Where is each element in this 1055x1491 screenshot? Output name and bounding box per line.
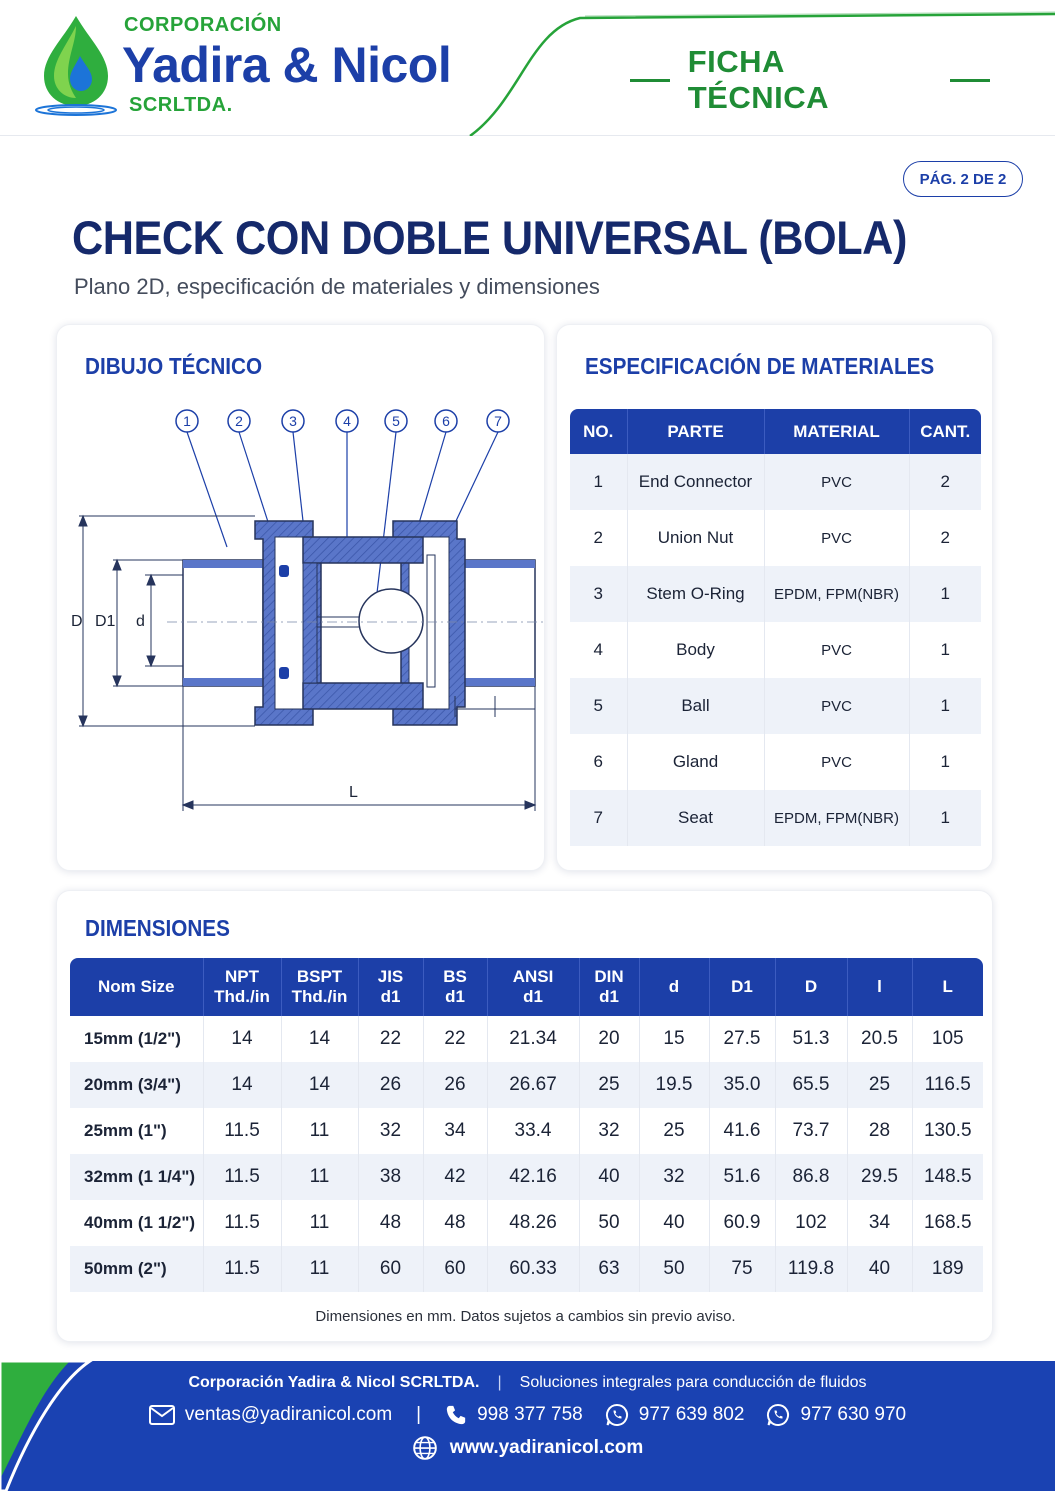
valve-technical-drawing xyxy=(57,325,546,872)
table-cell: 25 xyxy=(579,1062,639,1108)
col-header-line: Nom Size xyxy=(97,977,175,996)
cell-qty: 1 xyxy=(909,622,981,678)
table-cell: 34 xyxy=(423,1108,487,1154)
col-header-line: BSPT xyxy=(296,967,343,986)
cell-material: PVC xyxy=(764,454,909,510)
table-cell: 48 xyxy=(358,1200,423,1246)
table-cell: 51.6 xyxy=(709,1154,775,1200)
table-cell: 40 xyxy=(639,1200,709,1246)
table-cell: 11.5 xyxy=(203,1246,281,1292)
table-cell: 28 xyxy=(847,1108,912,1154)
col-header-line: d1 xyxy=(599,987,619,1006)
cell-nominal-size: 32mm (1 1/4") xyxy=(70,1154,203,1200)
table-cell: 29.5 xyxy=(847,1154,912,1200)
table-cell: 33.4 xyxy=(487,1108,579,1154)
table-cell: 42 xyxy=(423,1154,487,1200)
col-header-line: d1 xyxy=(523,987,543,1006)
table-row xyxy=(70,1200,983,1246)
svg-text:1: 1 xyxy=(183,413,191,429)
footer-whatsapp-1[interactable] xyxy=(605,1403,745,1427)
table-cell: 20 xyxy=(579,1016,639,1062)
col-header xyxy=(775,958,847,1016)
cell-no: 7 xyxy=(570,790,627,846)
technical-drawing-card xyxy=(56,324,545,871)
svg-text:2: 2 xyxy=(235,413,243,429)
globe-icon xyxy=(412,1435,438,1461)
dash-decoration xyxy=(950,79,990,82)
footer-website-text[interactable]: www.yadiranicol.com xyxy=(449,1437,644,1458)
col-header-line: Thd./in xyxy=(214,987,270,1006)
cell-no: 4 xyxy=(570,622,627,678)
dimensions-title: DIMENSIONES xyxy=(85,915,230,941)
col-header-line: d1 xyxy=(380,987,401,1006)
cell-material: PVC xyxy=(764,510,909,566)
table-cell: 19.5 xyxy=(639,1062,709,1108)
footer xyxy=(0,1361,1055,1491)
svg-text:7: 7 xyxy=(494,413,502,429)
materials-title: ESPECIFICACIÓN DE MATERIALES xyxy=(585,353,935,379)
table-cell: 63 xyxy=(579,1246,639,1292)
cell-nominal-size: 20mm (3/4") xyxy=(70,1062,203,1108)
cell-no: 2 xyxy=(570,510,627,566)
footer-email[interactable] xyxy=(149,1404,392,1426)
table-cell: 48 xyxy=(423,1200,487,1246)
table-cell: 22 xyxy=(358,1016,423,1062)
table-cell: 27.5 xyxy=(709,1016,775,1062)
cell-material: PVC xyxy=(764,678,909,734)
materials-table xyxy=(570,409,981,846)
cell-material: PVC xyxy=(764,622,909,678)
footer-tagline-line xyxy=(0,1374,1055,1392)
cell-no: 5 xyxy=(570,678,627,734)
table-cell: 50 xyxy=(639,1246,709,1292)
callout-2 xyxy=(228,410,250,432)
table-cell: 21.34 xyxy=(487,1016,579,1062)
table-cell: 168.5 xyxy=(912,1200,983,1246)
mail-icon xyxy=(149,1405,175,1425)
table-cell: 20.5 xyxy=(847,1016,912,1062)
col-header-line: DIN xyxy=(594,967,624,986)
whatsapp-icon xyxy=(605,1403,629,1427)
table-cell: 34 xyxy=(847,1200,912,1246)
cell-part: Body xyxy=(627,622,764,678)
col-header-line: l xyxy=(877,977,882,996)
cell-no: 6 xyxy=(570,734,627,790)
col-header xyxy=(487,958,579,1016)
table-cell: 65.5 xyxy=(775,1062,847,1108)
table-row xyxy=(570,790,981,846)
col-header-line: d xyxy=(668,977,680,996)
cell-qty: 2 xyxy=(909,510,981,566)
col-header-no: NO. xyxy=(570,409,627,454)
col-header xyxy=(639,958,709,1016)
callout-markers xyxy=(176,410,509,432)
table-cell: 40 xyxy=(847,1246,912,1292)
table-cell: 48.26 xyxy=(487,1200,579,1246)
cell-no: 1 xyxy=(570,454,627,510)
table-cell: 35.0 xyxy=(709,1062,775,1108)
table-cell: 41.6 xyxy=(709,1108,775,1154)
callout-5 xyxy=(385,410,407,432)
table-cell: 14 xyxy=(281,1016,358,1062)
table-cell: 14 xyxy=(281,1062,358,1108)
dim-label-d: d xyxy=(136,613,145,630)
table-cell: 11.5 xyxy=(203,1200,281,1246)
table-row xyxy=(70,1016,983,1062)
table-cell: 26 xyxy=(423,1062,487,1108)
valve-section-view xyxy=(167,521,545,725)
footer-tagline: Soluciones integrales para conducción de fluidos xyxy=(519,1374,867,1391)
col-header xyxy=(847,958,912,1016)
cell-qty: 2 xyxy=(909,454,981,510)
table-cell: 11.5 xyxy=(203,1108,281,1154)
page-title: CHECK CON DOBLE UNIVERSAL (BOLA) xyxy=(72,211,907,264)
dimensions-card xyxy=(56,890,993,1342)
table-cell: 42.16 xyxy=(487,1154,579,1200)
cell-material: EPDM, FPM(NBR) xyxy=(764,566,909,622)
footer-whatsapp-2-text[interactable]: 977 630 970 xyxy=(800,1404,907,1425)
table-cell: 116.5 xyxy=(912,1062,983,1108)
table-cell: 32 xyxy=(639,1154,709,1200)
table-cell: 11 xyxy=(281,1246,358,1292)
dim-label-L: L xyxy=(349,784,358,801)
cell-qty: 1 xyxy=(909,790,981,846)
table-cell: 11.5 xyxy=(203,1154,281,1200)
footer-whatsapp-2[interactable] xyxy=(766,1403,906,1427)
footer-contact-line xyxy=(0,1403,1055,1427)
section-label-text: FICHA TÉCNICA xyxy=(687,44,829,115)
table-cell: 25 xyxy=(847,1062,912,1108)
cell-nominal-size: 15mm (1/2") xyxy=(70,1016,203,1062)
col-header xyxy=(203,958,281,1016)
footer-email-text[interactable]: ventas@yadiranicol.com xyxy=(184,1404,393,1425)
cell-qty: 1 xyxy=(909,678,981,734)
table-row xyxy=(570,678,981,734)
svg-text:3: 3 xyxy=(289,413,297,429)
table-cell: 26 xyxy=(358,1062,423,1108)
callout-1 xyxy=(176,410,198,432)
table-cell: 14 xyxy=(203,1062,281,1108)
cell-material: EPDM, FPM(NBR) xyxy=(764,790,909,846)
cell-qty: 1 xyxy=(909,734,981,790)
whatsapp-icon xyxy=(766,1403,790,1427)
cell-no: 3 xyxy=(570,566,627,622)
table-cell: 86.8 xyxy=(775,1154,847,1200)
phone-icon xyxy=(445,1404,467,1426)
table-cell: 60 xyxy=(358,1246,423,1292)
table-row xyxy=(570,454,981,510)
col-header-line: D xyxy=(804,977,818,996)
dimensions-note: Dimensiones en mm. Datos sujetos a cambios sin previo aviso. xyxy=(315,1308,736,1325)
table-cell: 189 xyxy=(912,1246,983,1292)
cell-material: PVC xyxy=(764,734,909,790)
dimensions-table xyxy=(70,958,983,1292)
table-cell: 32 xyxy=(358,1108,423,1154)
table-cell: 11 xyxy=(281,1200,358,1246)
table-cell: 11 xyxy=(281,1108,358,1154)
table-row xyxy=(570,734,981,790)
table-row xyxy=(70,1154,983,1200)
table-row xyxy=(570,510,981,566)
table-row xyxy=(70,1062,983,1108)
table-row xyxy=(70,1246,983,1292)
brand-suffix: SCRLTDA. xyxy=(129,94,233,116)
table-row xyxy=(70,1108,983,1154)
footer-website[interactable] xyxy=(0,1435,1055,1461)
materials-card xyxy=(556,324,993,871)
table-cell: 38 xyxy=(358,1154,423,1200)
table-row xyxy=(570,566,981,622)
brand-prefix: CORPORACIÓN xyxy=(124,14,282,36)
cell-part: Seat xyxy=(627,790,764,846)
brand-name: Yadira & Nicol xyxy=(122,37,452,93)
dim-label-D1: D1 xyxy=(95,613,116,630)
callout-7 xyxy=(487,410,509,432)
col-header-line: NPT xyxy=(225,967,259,986)
cell-part: Ball xyxy=(627,678,764,734)
table-cell: 148.5 xyxy=(912,1154,983,1200)
header xyxy=(0,0,1055,136)
table-cell: 102 xyxy=(775,1200,847,1246)
callout-4 xyxy=(336,410,358,432)
cell-nominal-size: 40mm (1 1/2") xyxy=(70,1200,203,1246)
col-header-line: d1 xyxy=(445,987,465,1006)
table-cell: 22 xyxy=(423,1016,487,1062)
svg-text:6: 6 xyxy=(442,413,450,429)
materials-header-row xyxy=(570,409,981,454)
page-number-badge: PÁG. 2 DE 2 xyxy=(903,161,1023,197)
section-label xyxy=(630,44,990,115)
col-header-qty: CANT. xyxy=(909,409,981,454)
table-cell: 75 xyxy=(709,1246,775,1292)
table-cell: 60.9 xyxy=(709,1200,775,1246)
svg-text:4: 4 xyxy=(343,413,351,429)
table-cell: 32 xyxy=(579,1108,639,1154)
table-cell: 60.33 xyxy=(487,1246,579,1292)
table-cell: 105 xyxy=(912,1016,983,1062)
col-header-line: L xyxy=(942,977,953,996)
cell-part: Union Nut xyxy=(627,510,764,566)
drawing-title: DIBUJO TÉCNICO xyxy=(85,353,263,379)
table-cell: 73.7 xyxy=(775,1108,847,1154)
page-subtitle: Plano 2D, especificación de materiales y dimensiones xyxy=(74,274,600,299)
callout-3 xyxy=(282,410,304,432)
table-cell: 119.8 xyxy=(775,1246,847,1292)
cell-part: Gland xyxy=(627,734,764,790)
col-header xyxy=(912,958,983,1016)
cell-qty: 1 xyxy=(909,566,981,622)
col-header-line: Thd./in xyxy=(291,987,348,1006)
table-cell: 11 xyxy=(281,1154,358,1200)
footer-divider: | xyxy=(497,1374,502,1391)
dim-label-D: D xyxy=(71,613,83,630)
dash-decoration xyxy=(630,79,670,82)
table-cell: 60 xyxy=(423,1246,487,1292)
footer-company: Corporación Yadira & Nicol SCRLTDA. xyxy=(188,1374,480,1391)
footer-separator: | xyxy=(416,1404,422,1425)
table-row xyxy=(570,622,981,678)
col-header xyxy=(281,958,358,1016)
footer-whatsapp-1-text[interactable]: 977 639 802 xyxy=(638,1404,745,1425)
footer-phone[interactable] xyxy=(445,1404,583,1426)
cell-nominal-size: 50mm (2") xyxy=(70,1246,203,1292)
table-cell: 50 xyxy=(579,1200,639,1246)
table-cell: 130.5 xyxy=(912,1108,983,1154)
col-header xyxy=(358,958,423,1016)
cell-nominal-size: 25mm (1") xyxy=(70,1108,203,1154)
table-cell: 51.3 xyxy=(775,1016,847,1062)
col-header xyxy=(70,958,203,1016)
col-header-line: D1 xyxy=(731,977,753,996)
col-header xyxy=(709,958,775,1016)
col-header-line: JIS xyxy=(377,967,404,986)
callout-6 xyxy=(435,410,457,432)
table-cell: 15 xyxy=(639,1016,709,1062)
table-cell: 14 xyxy=(203,1016,281,1062)
cell-part: Stem O-Ring xyxy=(627,566,764,622)
col-header-part: PARTE xyxy=(627,409,764,454)
col-header-line: ANSI xyxy=(512,967,554,986)
table-cell: 40 xyxy=(579,1154,639,1200)
col-header-line: BS xyxy=(443,967,467,986)
svg-text:5: 5 xyxy=(392,413,400,429)
cell-part: End Connector xyxy=(627,454,764,510)
footer-phone-text[interactable]: 998 377 758 xyxy=(477,1404,583,1425)
dimensions-header-row xyxy=(70,958,983,1016)
col-header xyxy=(423,958,487,1016)
table-cell: 26.67 xyxy=(487,1062,579,1108)
col-header-material: MATERIAL xyxy=(764,409,909,454)
water-drop-logo-icon xyxy=(32,12,120,120)
col-header xyxy=(579,958,639,1016)
table-cell: 25 xyxy=(639,1108,709,1154)
